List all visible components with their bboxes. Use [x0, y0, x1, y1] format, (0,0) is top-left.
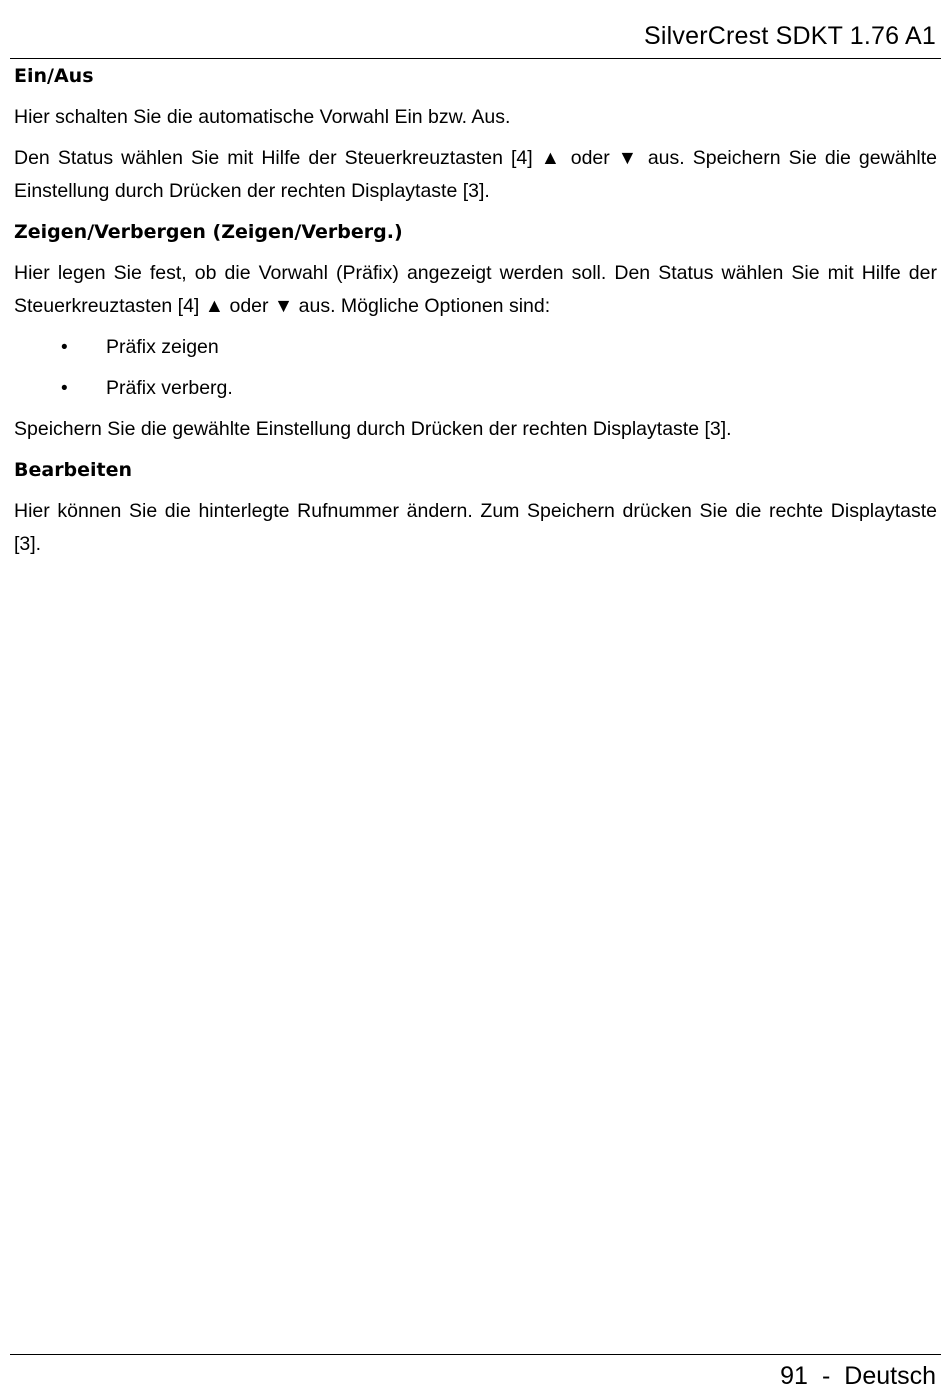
bullet-icon: • — [61, 337, 68, 358]
header-rule — [10, 58, 941, 59]
section-heading-ein-aus: Ein/Aus — [14, 65, 94, 87]
page-footer — [780, 1360, 936, 1392]
page-number: 91 — [780, 1362, 808, 1390]
list-item-option-praefix-verberg — [14, 372, 937, 405]
page-content — [14, 60, 937, 569]
bullet-icon: • — [61, 378, 68, 399]
paragraph-ein-aus-intro: Hier schalten Sie die automatische Vorwahl Ein bzw. Aus. — [14, 106, 511, 128]
list-item-option-praefix-zeigen — [14, 331, 937, 364]
paragraph-zeigen-verbergen-intro: Hier legen Sie fest, ob die Vorwahl (Präfix) angezeigt werden soll. Den Status wählen Sie mit Hilfe der Steuerkreuztasten [4] ▲ oder ▼ aus. Mögliche Optionen sind: — [14, 262, 937, 317]
paragraph-bearbeiten: Hier können Sie die hinterlegte Rufnummer ändern. Zum Speichern drücken Sie die rechte Displaytaste [3]. — [14, 500, 937, 555]
paragraph-ein-aus-status: Den Status wählen Sie mit Hilfe der Steuerkreuztasten [4] ▲ oder ▼ aus. Speichern Sie die gewählte Einstellung durch Drücken der rechten Displaytaste [3]. — [14, 147, 937, 202]
footer-rule — [10, 1354, 941, 1355]
option-label: Präfix zeigen — [106, 336, 219, 358]
options-list — [14, 331, 937, 405]
option-label: Präfix verberg. — [106, 377, 233, 399]
footer-separator: - — [821, 1362, 831, 1390]
footer-language: Deutsch — [844, 1362, 936, 1390]
section-heading-zeigen-verbergen: Zeigen/Verbergen (Zeigen/Verberg.) — [14, 221, 403, 243]
section-heading-bearbeiten: Bearbeiten — [14, 459, 133, 481]
paragraph-zeigen-verbergen-save: Speichern Sie die gewählte Einstellung durch Drücken der rechten Displaytaste [3]. — [14, 418, 732, 440]
document-header-title: SilverCrest SDKT 1.76 A1 — [644, 22, 936, 50]
